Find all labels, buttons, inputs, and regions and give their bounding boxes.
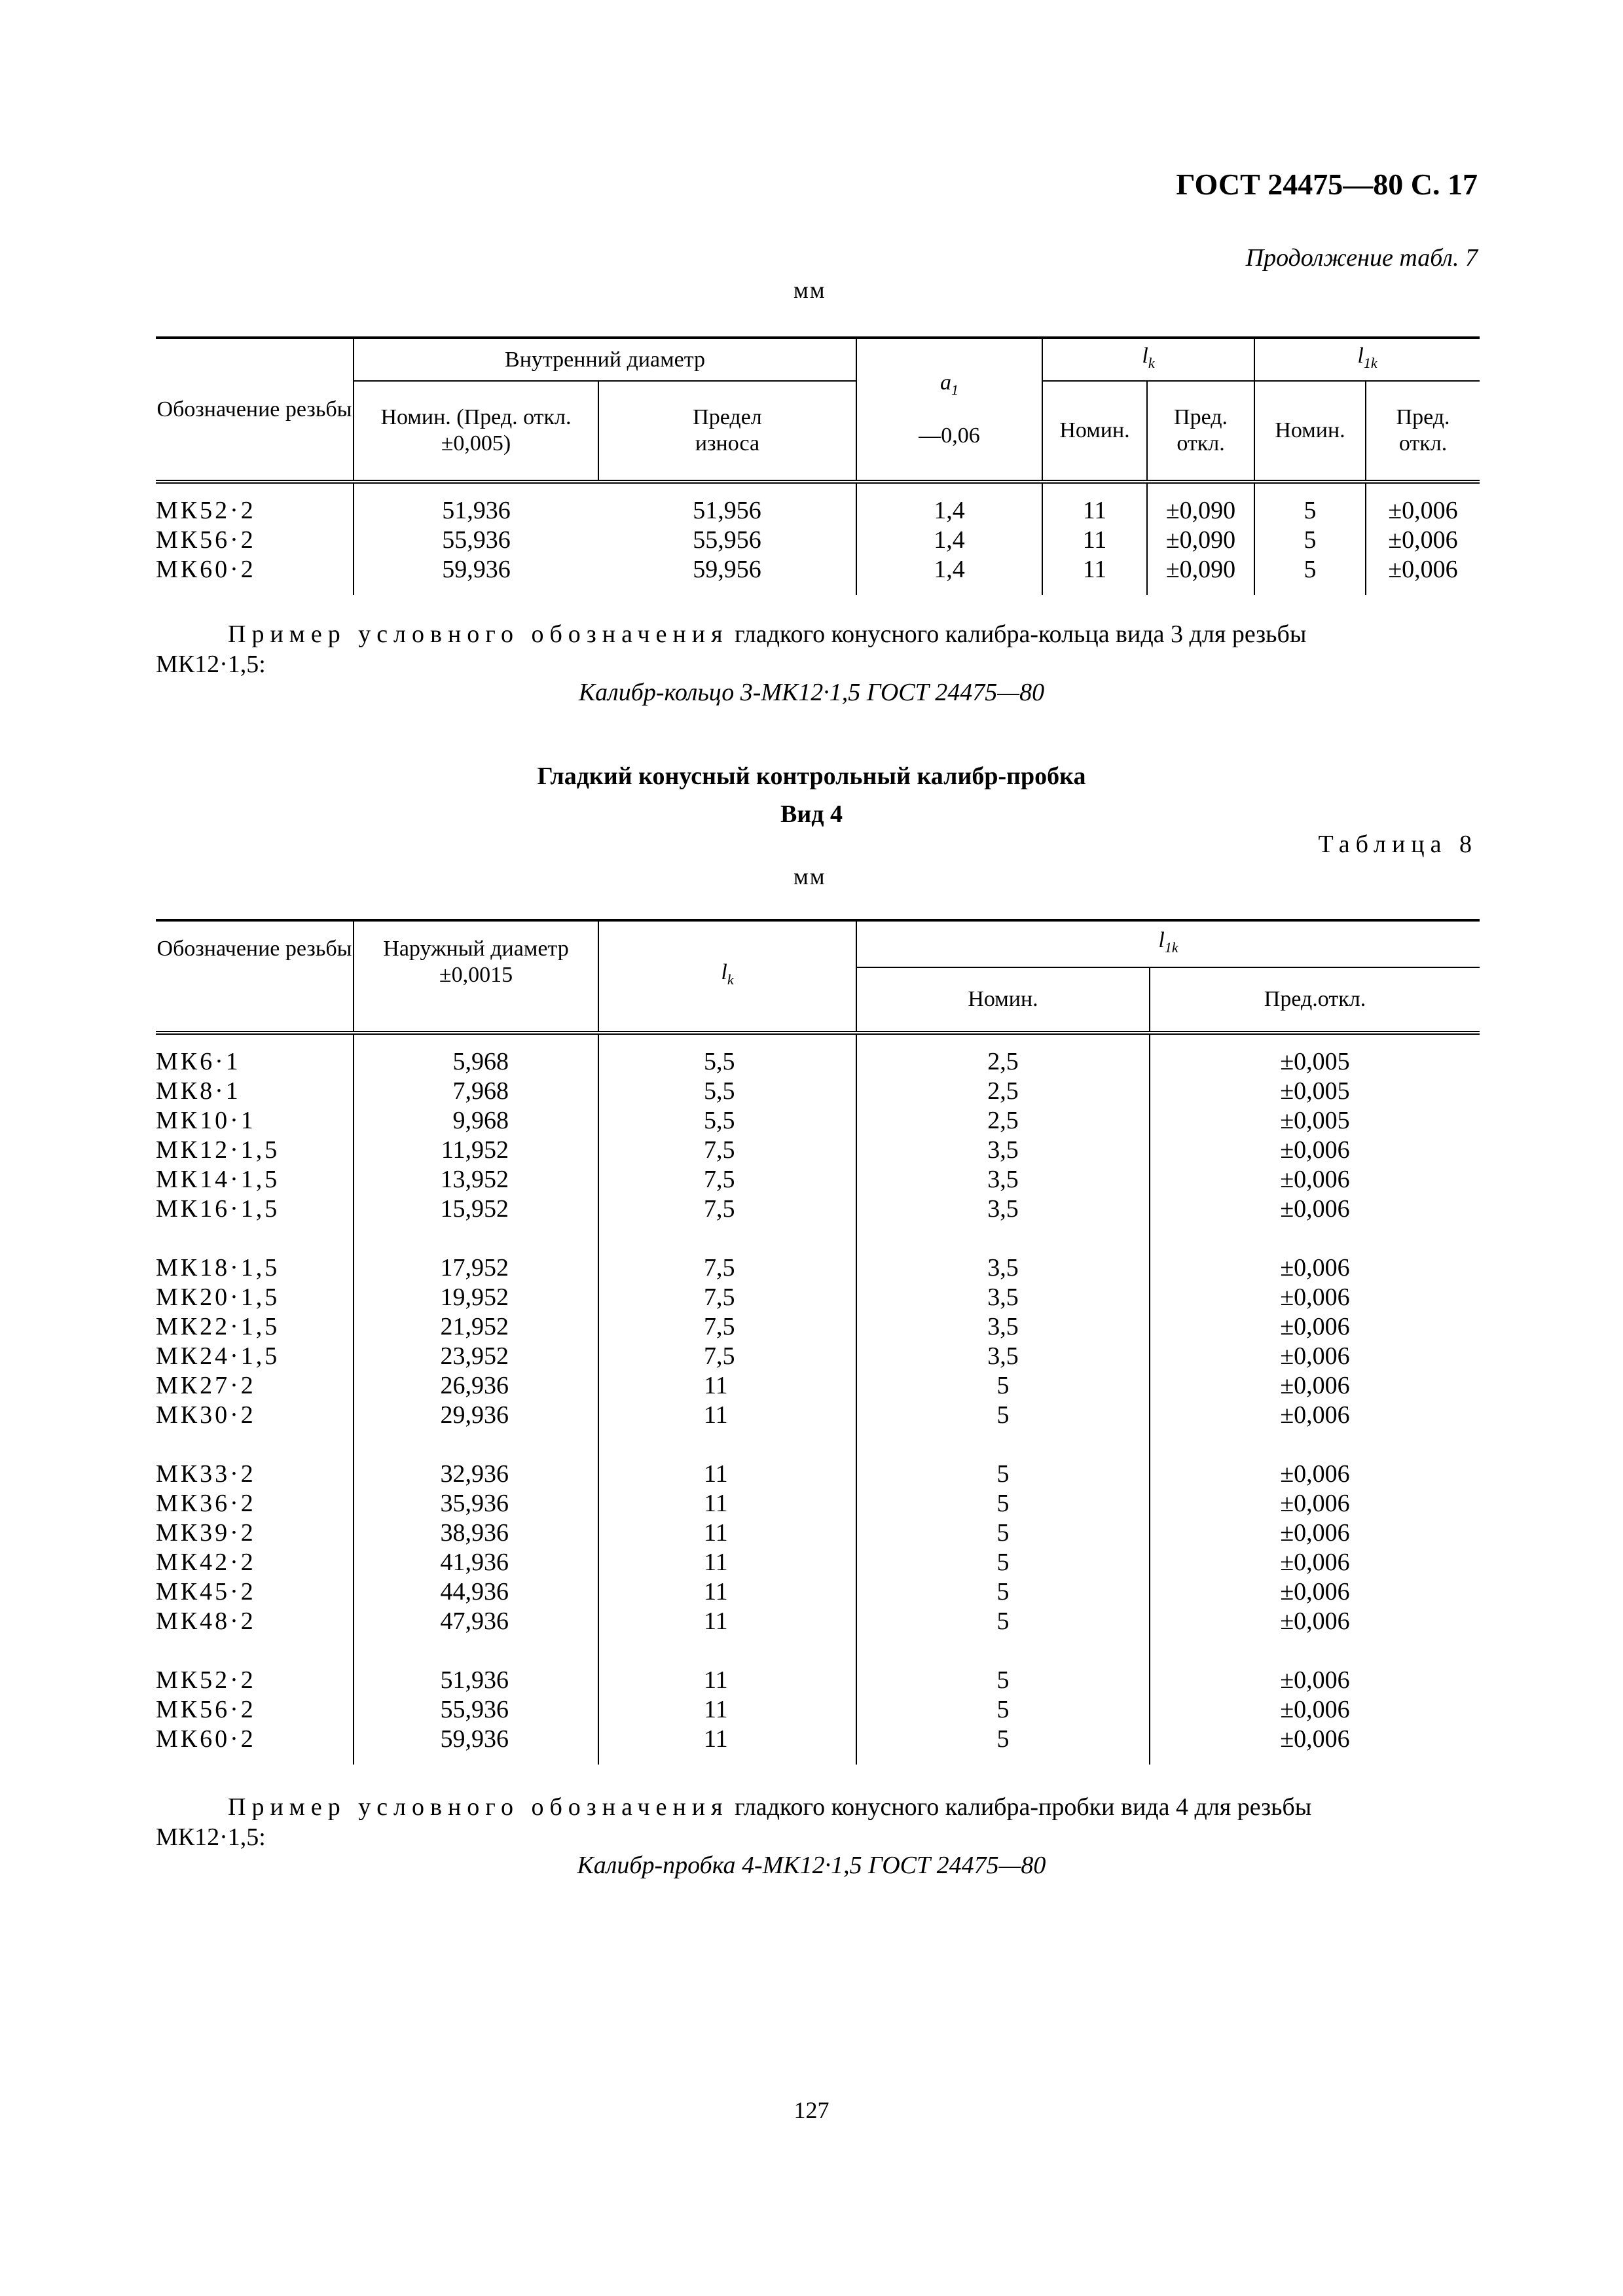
example-designation-2: Калибр-пробка 4-МК12·1,5 ГОСТ 24475—80 bbox=[577, 1852, 1046, 1879]
table-name: Таблица 8 bbox=[1318, 831, 1478, 858]
example-designation-1: Калибр-кольцо 3-МК12·1,5 ГОСТ 24475—80 bbox=[578, 679, 1045, 706]
table-7 bbox=[156, 336, 1480, 595]
col-l1k-deviation: Пред.откл. bbox=[1150, 967, 1480, 1033]
col-inner-diameter: Внутренний диаметр bbox=[354, 338, 856, 381]
table-row: МК45·2 44,936 11 5 ±0,006 bbox=[156, 1577, 1480, 1607]
table-row: МК14·1,5 13,952 7,5 3,5 ±0,006 bbox=[156, 1165, 1480, 1194]
table-row: МК6·1 5,968 5,5 2,5 ±0,005 bbox=[156, 1047, 1480, 1077]
section-title: Гладкий конусный контрольный калибр-пробка bbox=[537, 762, 1086, 790]
page-number: 127 bbox=[793, 2097, 830, 2123]
col-lk: $l_k$ bbox=[598, 920, 856, 1033]
table-row: МК16·1,5 15,952 7,5 3,5 ±0,006 bbox=[156, 1194, 1480, 1224]
table-row: МК60·2 59,936 59,956 1,4 11 ±0,090 5 ±0,006 bbox=[156, 555, 1480, 584]
example-paragraph-1: Пример условного обозначения гладкого конусного калибра-кольца вида 3 для резьбы МК12·1,5: bbox=[156, 620, 1307, 678]
table-row: МК10·1 9,968 5,5 2,5 ±0,005 bbox=[156, 1106, 1480, 1136]
table-row: МК20·1,5 19,952 7,5 3,5 ±0,006 bbox=[156, 1283, 1480, 1312]
example-paragraph-2: Пример условного обозначения гладкого конусного калибра-пробки вида 4 для резьбы МК12·1,5: bbox=[156, 1793, 1312, 1851]
col-designation: Обозначение резьбы bbox=[156, 920, 354, 1033]
table-row: МК22·1,5 21,952 7,5 3,5 ±0,006 bbox=[156, 1312, 1480, 1342]
col-wear-limit: Предел износа bbox=[598, 381, 856, 482]
col-l1k: $l_{1k}$ bbox=[1254, 338, 1480, 381]
table7-unit: мм bbox=[793, 277, 826, 303]
table-8 bbox=[156, 919, 1480, 1765]
table-row: МК56·2 55,936 11 5 ±0,006 bbox=[156, 1695, 1480, 1725]
table-row: МК8·1 7,968 5,5 2,5 ±0,005 bbox=[156, 1077, 1480, 1106]
table-row: МК39·2 38,936 11 5 ±0,006 bbox=[156, 1518, 1480, 1548]
table-row: МК56·2 55,936 55,956 1,4 11 ±0,090 5 ±0,006 bbox=[156, 526, 1480, 555]
col-l1k-deviation: Пред. откл. bbox=[1366, 381, 1480, 482]
col-designation: Обозначение резьбы bbox=[156, 338, 354, 482]
col-l1k-nominal: Номин. bbox=[1254, 381, 1366, 482]
table-row: МК18·1,5 17,952 7,5 3,5 ±0,006 bbox=[156, 1253, 1480, 1283]
table8-unit: мм bbox=[793, 863, 826, 889]
col-nominal-tol: Номин. (Пред. откл. ±0,005) bbox=[354, 381, 598, 482]
col-l1k-nominal: Номин. bbox=[856, 967, 1150, 1033]
table-row: МК24·1,5 23,952 7,5 3,5 ±0,006 bbox=[156, 1342, 1480, 1371]
table-row: МК30·2 29,936 11 5 ±0,006 bbox=[156, 1401, 1480, 1430]
col-l1k: $l_{1k}$ bbox=[856, 920, 1480, 967]
table-row: МК48·2 47,936 11 5 ±0,006 bbox=[156, 1607, 1480, 1636]
col-a1: $a_1$ —0,06 bbox=[856, 338, 1042, 482]
table-row: МК12·1,5 11,952 7,5 3,5 ±0,006 bbox=[156, 1136, 1480, 1165]
col-lk: $l_k$ bbox=[1042, 338, 1254, 381]
table-row: МК60·2 59,936 11 5 ±0,006 bbox=[156, 1725, 1480, 1754]
page-header: ГОСТ 24475—80 С. 17 bbox=[1176, 168, 1478, 201]
table-continuation-label: Продолжение табл. 7 bbox=[1245, 244, 1478, 272]
table-row: МК52·2 51,936 51,956 1,4 11 ±0,090 5 ±0,006 bbox=[156, 496, 1480, 526]
col-lk-nominal: Номин. bbox=[1042, 381, 1147, 482]
section-subtitle: Вид 4 bbox=[780, 800, 843, 828]
table-row: МК33·2 32,936 11 5 ±0,006 bbox=[156, 1460, 1480, 1489]
table-row: МК42·2 41,936 11 5 ±0,006 bbox=[156, 1548, 1480, 1577]
table-row: МК27·2 26,936 11 5 ±0,006 bbox=[156, 1371, 1480, 1401]
col-outer-diameter: Наружный диаметр ±0,0015 bbox=[354, 920, 598, 1033]
table-row: МК52·2 51,936 11 5 ±0,006 bbox=[156, 1666, 1480, 1695]
col-lk-deviation: Пред. откл. bbox=[1147, 381, 1254, 482]
table-row: МК36·2 35,936 11 5 ±0,006 bbox=[156, 1489, 1480, 1518]
